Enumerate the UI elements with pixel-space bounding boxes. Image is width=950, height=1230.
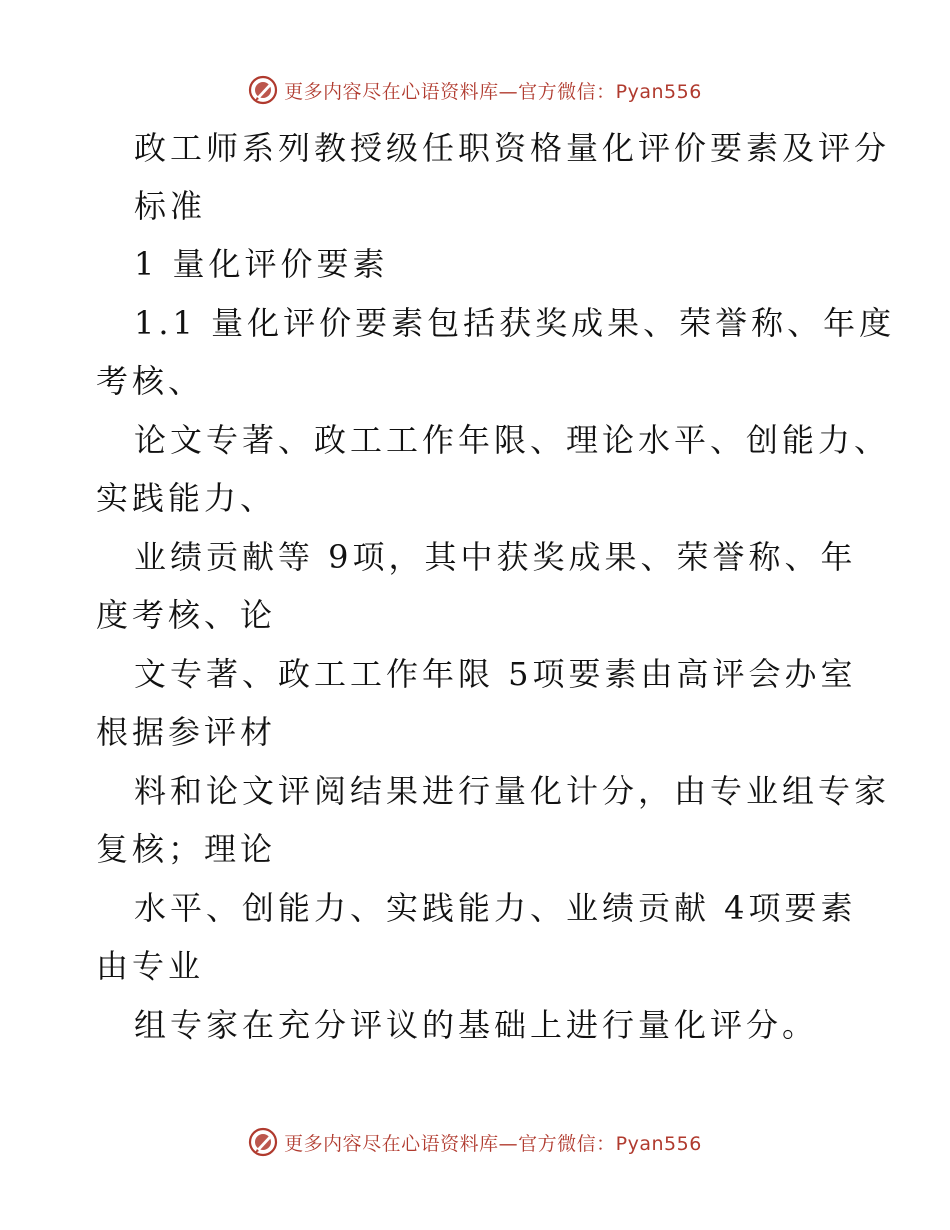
paragraph-line: 组专家在充分评议的基础上进行量化评分。: [134, 1006, 819, 1044]
document-title-line-2: 标准: [134, 187, 207, 225]
paragraph-line: 料和论文评阅结果进行量化计分，由专业组专家: [134, 772, 891, 810]
header-banner-text: 更多内容尽在心语资料库—官方微信：Pyan556: [284, 80, 702, 103]
footer-watermark-banner: [0, 1122, 950, 1162]
paragraph-line: 水平、创能力、实践能力、业绩贡献 4项要素: [134, 889, 857, 927]
paragraph-line: 论文专著、政工工作年限、理论水平、创能力、: [134, 421, 891, 459]
header-watermark-banner: [0, 70, 950, 110]
paragraph-line: 1.1 量化评价要素包括获奖成果、荣誉称、年度: [134, 304, 896, 342]
paragraph-line: 度考核、论: [96, 596, 277, 634]
pen-logo-icon: [248, 1127, 278, 1157]
paragraph-line: 业绩贡献等 9项，其中获奖成果、荣誉称、年: [134, 538, 857, 576]
paragraph-line: 实践能力、: [96, 479, 277, 517]
paragraph-line: 考核、: [96, 362, 205, 400]
pen-logo-icon: [248, 75, 278, 105]
paragraph-line: 根据参评材: [96, 713, 277, 751]
paragraph-line: 复核；理论: [96, 830, 277, 868]
document-title-line-1: 政工师系列教授级任职资格量化评价要素及评分: [134, 129, 891, 167]
paragraph-line: 由专业: [96, 947, 205, 985]
footer-banner-text: 更多内容尽在心语资料库—官方微信：Pyan556: [284, 1132, 702, 1155]
paragraph-line: 文专著、政工工作年限 5项要素由高评会办室: [134, 655, 857, 693]
section-heading: 1 量化评价要素: [134, 245, 389, 283]
